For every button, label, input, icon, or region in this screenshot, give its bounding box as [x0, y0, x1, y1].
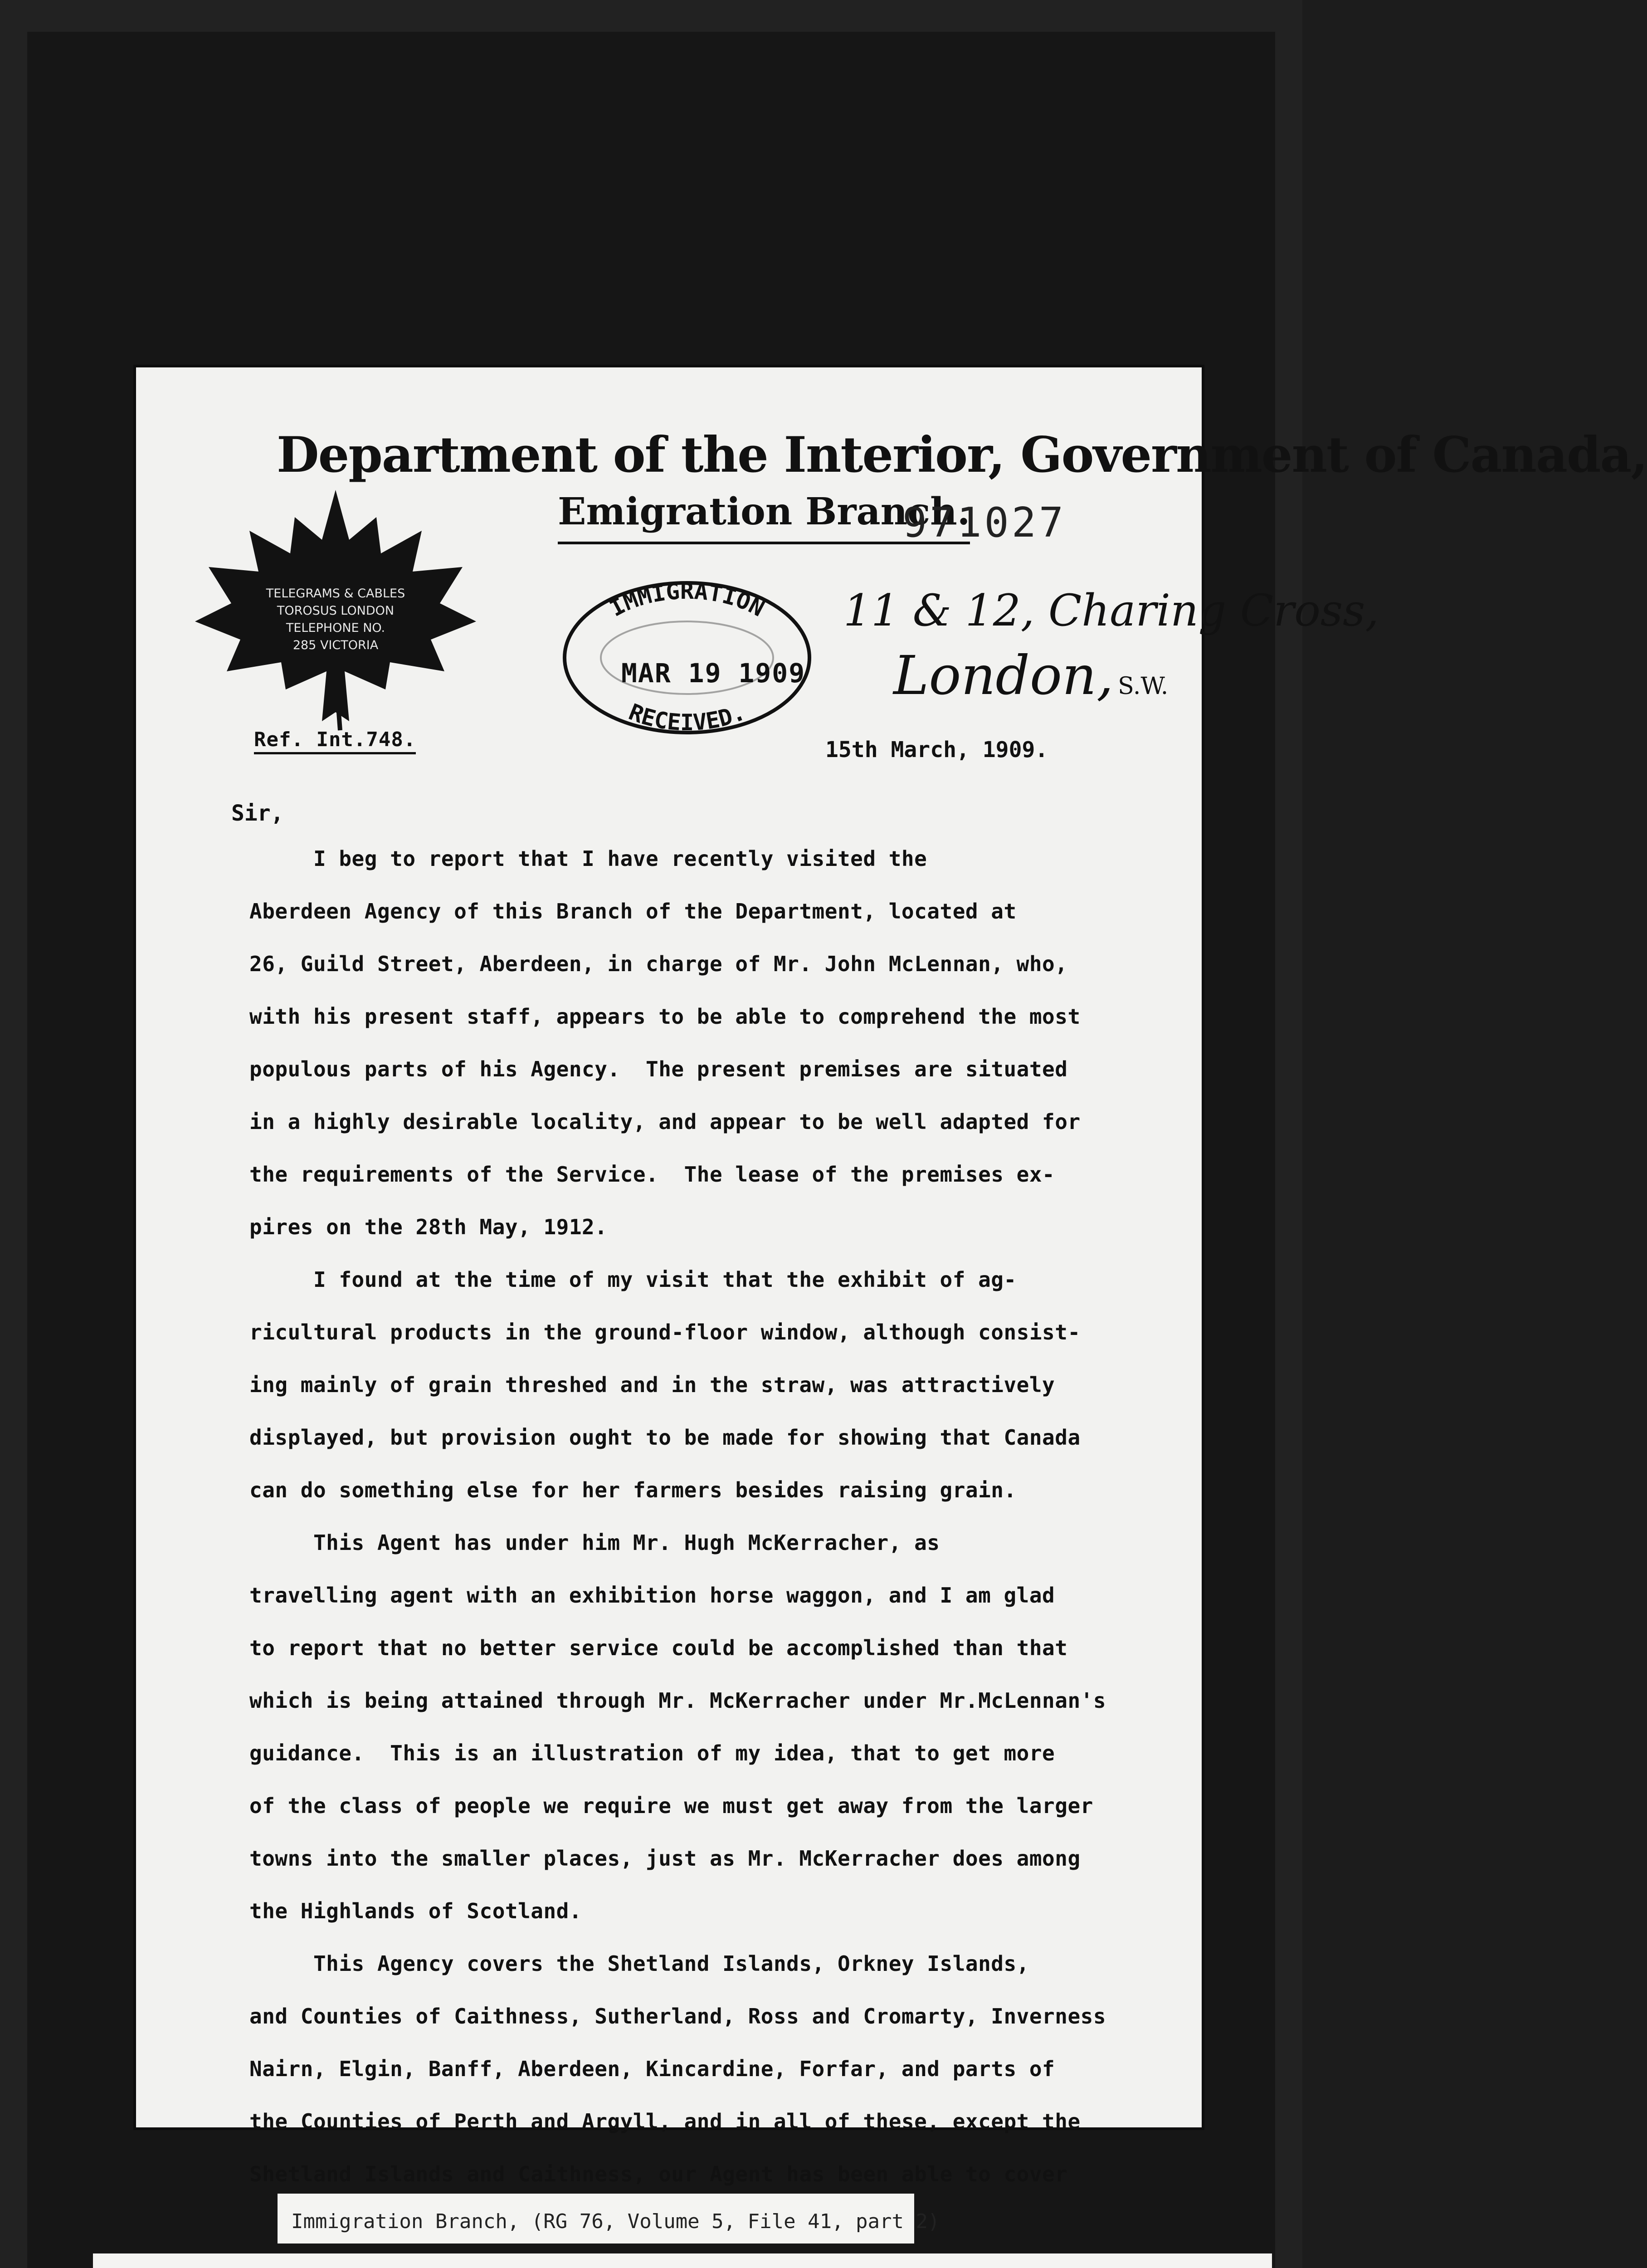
body-line: ricultural products in the ground-floor window, although consist-	[249, 1320, 1081, 1344]
body-line: and Counties of Caithness, Sutherland, Ross and Cromarty, Inverness	[249, 2004, 1106, 2028]
body-line: the Highlands of Scotland.	[249, 1899, 582, 1923]
body-line: the requirements of the Service. The lease of the premises ex-	[249, 1162, 1055, 1187]
body-line: can do something else for her farmers besides raising grain.	[249, 1478, 1017, 1502]
telephone-line-2: 285 VICTORIA	[292, 638, 379, 652]
svg-text:RECEIVED.	[625, 699, 749, 736]
body-line: displayed, but provision ought to be made for showing that Canada	[249, 1425, 1081, 1450]
body-line: the Counties of Perth and Argyll, and in all of these, except the	[249, 2109, 1081, 2134]
stamp-date: MAR 19 1909	[621, 658, 806, 689]
letter-body	[249, 832, 1184, 2200]
stamp-bottom-text: RECEIVED.	[625, 699, 749, 736]
body-line: guidance. This is an illustration of my idea, that to get more	[249, 1741, 1055, 1765]
stamp-top-text: IMMIGRATION	[605, 578, 769, 622]
body-line: pires on the 28th May, 1912.	[249, 1215, 608, 1239]
letterhead-subtitle: Emigration Branch.	[558, 490, 970, 544]
archive-caption: Immigration Branch, (RG 76, Volume 5, File 41, part 2)	[278, 2194, 914, 2244]
address-street: 11 & 12, Charing Cross,	[843, 585, 1379, 636]
body-line: populous parts of his Agency. The present premises are situated	[249, 1057, 1068, 1081]
body-line: I beg to report that I have recently visited the	[249, 846, 927, 871]
address-city-line	[893, 644, 1168, 707]
telegram-info	[254, 585, 417, 654]
body-line: I found at the time of my visit that the exhibit of ag-	[249, 1267, 1017, 1292]
address-district: S.W.	[1118, 673, 1169, 700]
telephone-line-1: TELEPHONE NO.	[286, 621, 385, 635]
body-line: with his present staff, appears to be able to comprehend the most	[249, 1004, 1081, 1029]
body-line: Nairn, Elgin, Banff, Aberdeen, Kincardine, Forfar, and parts of	[249, 2057, 1055, 2081]
body-line: which is being attained through Mr. McKerracher under Mr.McLennan's	[249, 1688, 1106, 1713]
received-stamp	[553, 572, 821, 744]
file-number: 971027	[902, 499, 1067, 547]
body-line: towns into the smaller places, just as Mr. McKerracher does among	[249, 1846, 1081, 1871]
body-line: ing mainly of grain threshed and in the straw, was attractively	[249, 1373, 1055, 1397]
body-line: in a highly desirable locality, and appear to be well adapted for	[249, 1110, 1081, 1134]
body-line: Aberdeen Agency of this Branch of the Department, located at	[249, 899, 1017, 924]
address-city: London,	[893, 644, 1114, 707]
letterhead-title: Department of the Interior, Government of Canada,	[277, 426, 1647, 484]
body-line: 26, Guild Street, Aberdeen, in charge of Mr. John McLennan, who,	[249, 952, 1068, 976]
archive-label	[93, 2253, 1272, 2268]
svg-text:IMMIGRATION	[605, 578, 769, 622]
body-line: travelling agent with an exhibition horse waggon, and I am glad	[249, 1583, 1055, 1608]
leaf-initials: E.G.	[243, 497, 280, 516]
salutation: Sir,	[231, 801, 284, 826]
body-line: of the class of people we require we must get away from the larger	[249, 1794, 1093, 1818]
body-line: Shetland Islands and Caithness, our Agent has been able to cover	[249, 2162, 1068, 2186]
letter-date: 15th March, 1909.	[825, 737, 1048, 763]
body-line: This Agent has under him Mr. Hugh McKerracher, as	[249, 1530, 940, 1555]
telegram-line-1: TELEGRAMS & CABLES	[266, 587, 405, 601]
body-line: to report that no better service could be accomplished than that	[249, 1636, 1068, 1660]
reference-number: Ref. Int.748.	[254, 728, 416, 754]
telegram-line-2: TOROSUS LONDON	[277, 604, 395, 618]
body-line: This Agency covers the Shetland Islands, Orkney Islands,	[249, 1951, 1029, 1976]
letter-page	[136, 367, 1647, 2186]
